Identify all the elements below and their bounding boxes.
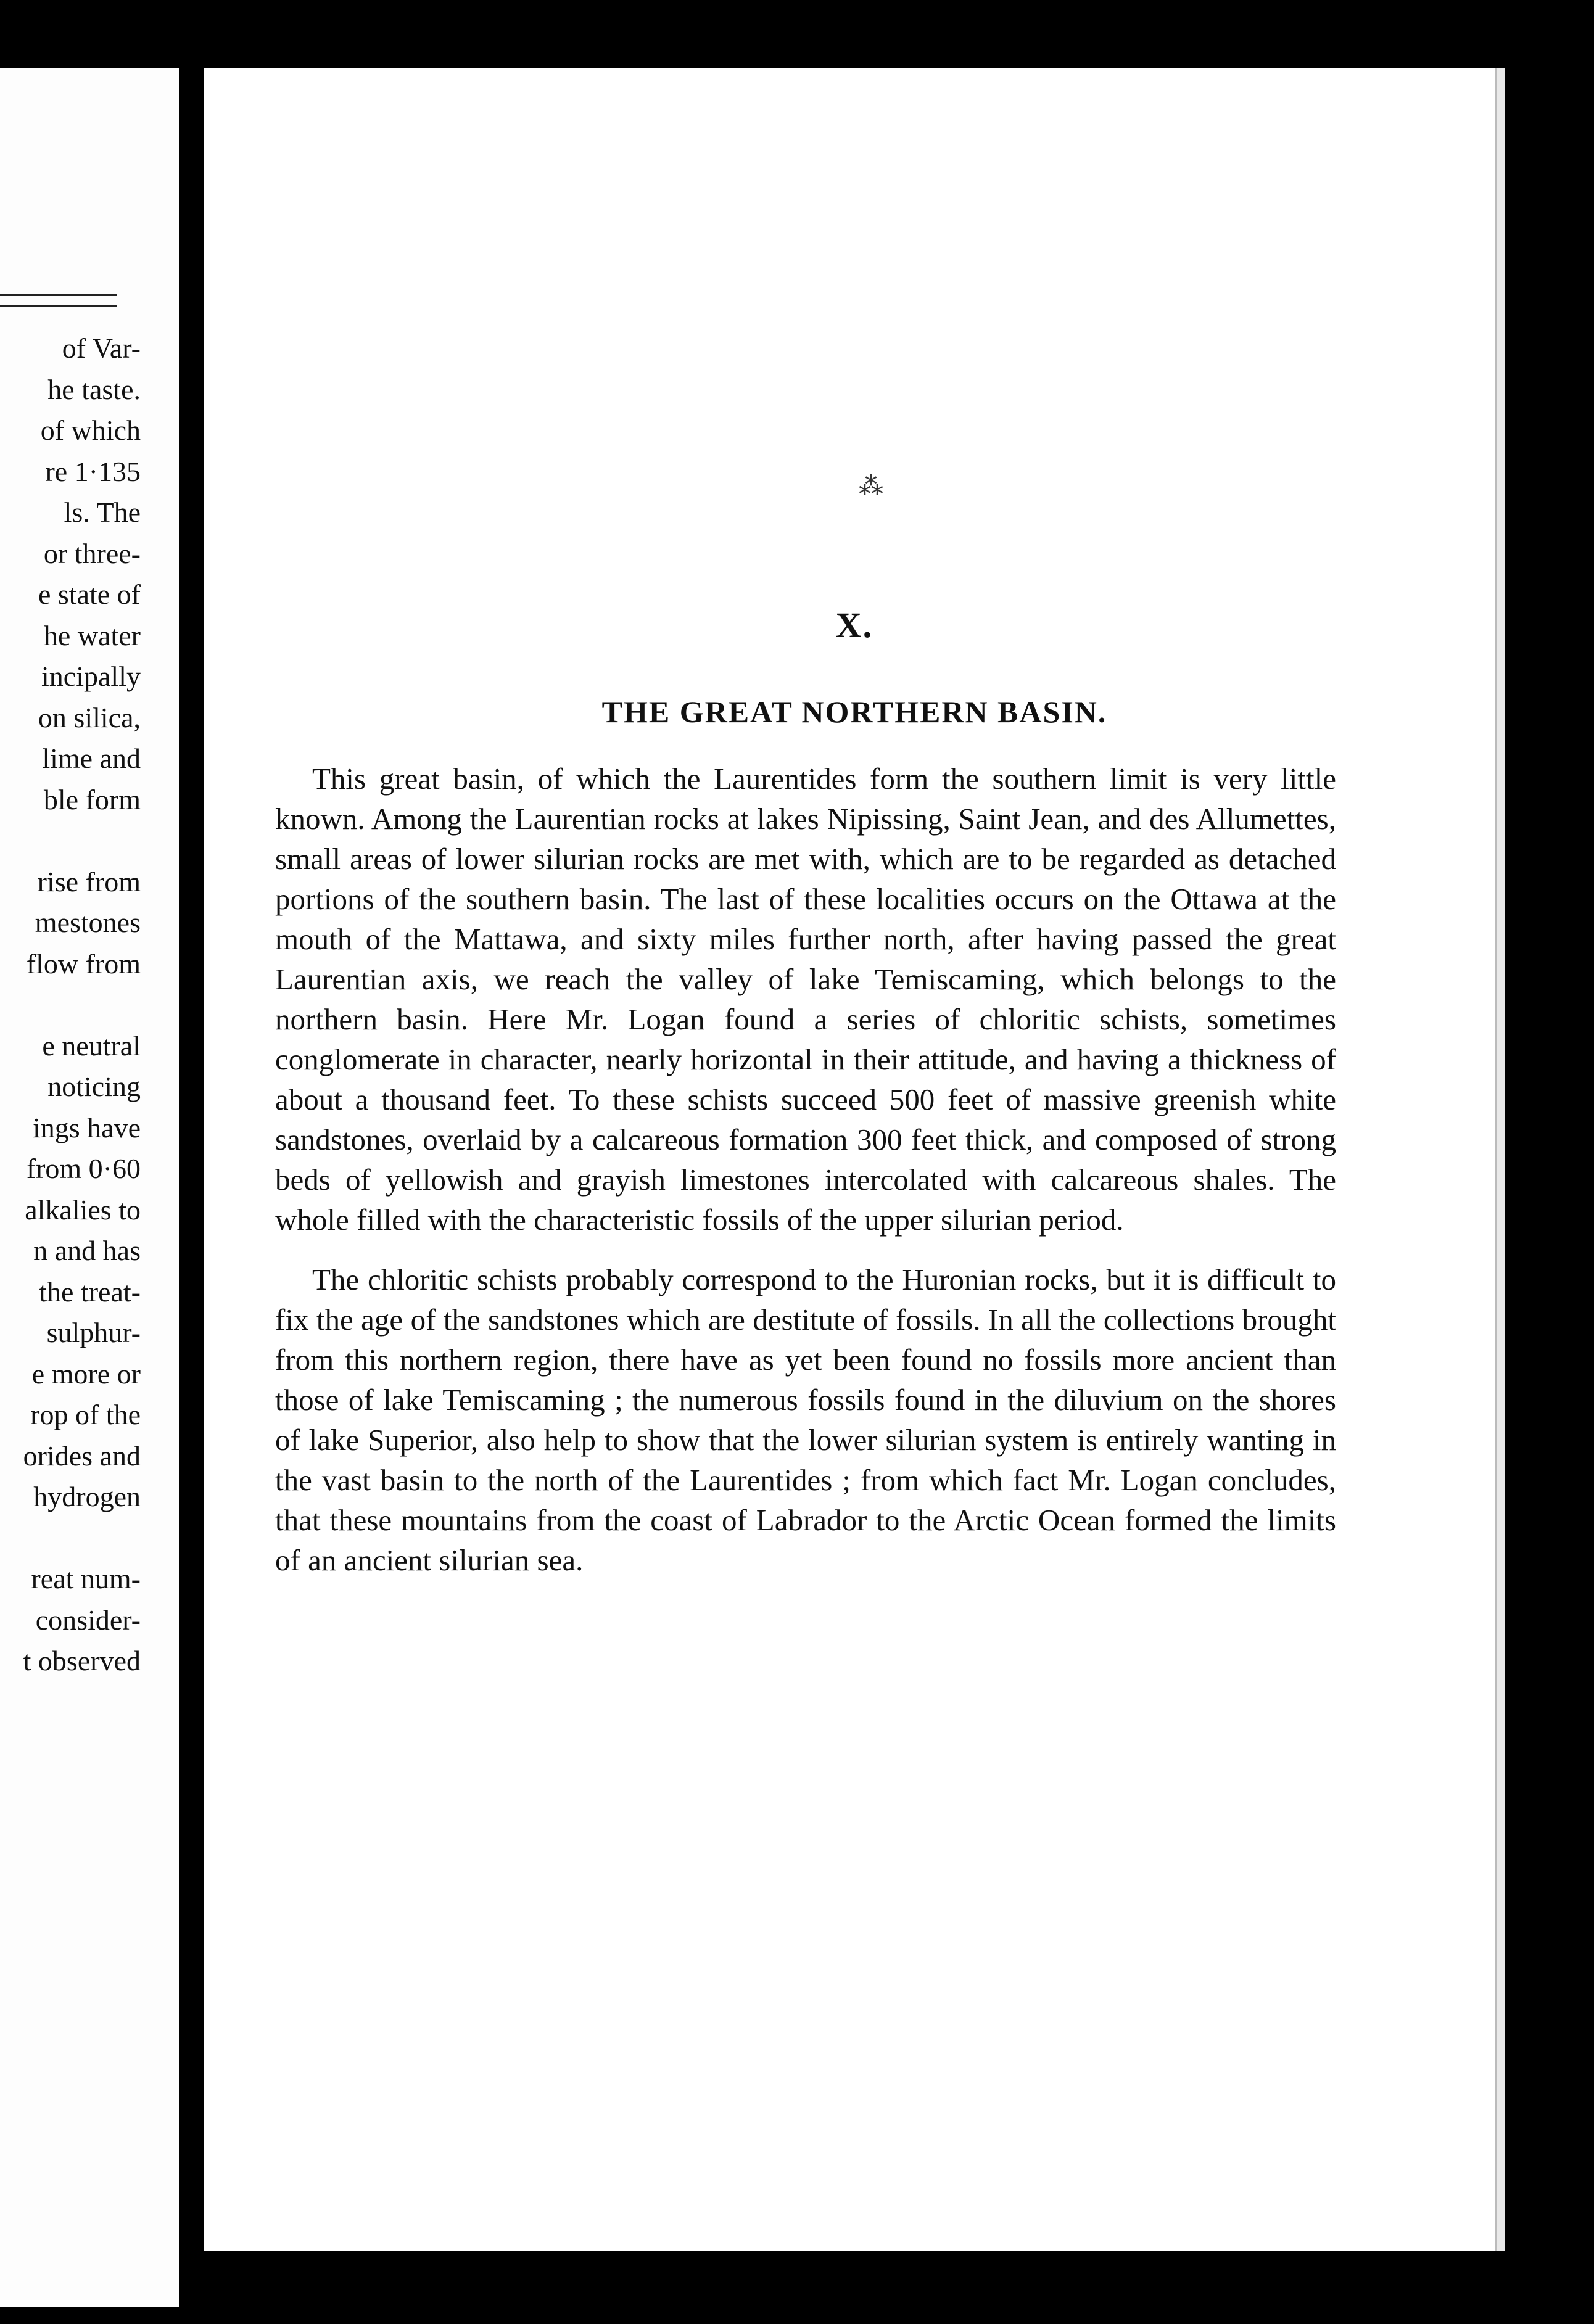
book-gutter [179, 0, 204, 2324]
facing-page-line: mestones [35, 907, 141, 938]
facing-page-line: incipally [41, 661, 141, 692]
facing-page-line: hydrogen [33, 1481, 141, 1512]
facing-page-line: re 1·135 [45, 455, 141, 487]
facing-page-line: reat num- [31, 1563, 141, 1594]
facing-page-line: on silica, [38, 701, 141, 733]
facing-page-line: flow from [26, 947, 141, 979]
double-rule-bottom [0, 305, 117, 307]
facing-page-line: e neutral [42, 1029, 141, 1061]
facing-page-line: orides and [23, 1440, 141, 1472]
book-page [204, 68, 1505, 2251]
facing-page-line: sulphur- [46, 1317, 141, 1348]
double-rule-top [0, 294, 117, 296]
body-text [275, 759, 1336, 1580]
facing-page-line: ble form [43, 783, 141, 815]
facing-page-line: the treat- [39, 1275, 141, 1308]
facing-page-line: from 0·60 [26, 1153, 141, 1184]
chapter-number: X. [835, 605, 873, 645]
facing-page-line: of Var- [62, 332, 141, 364]
ornament-icon: ⁂ [859, 472, 883, 500]
facing-page-line: alkalies to [25, 1193, 141, 1226]
chapter-title: THE GREAT NORTHERN BASIN. [601, 694, 1107, 729]
facing-page-line: he taste. [47, 373, 141, 405]
facing-page-line: t observed [23, 1645, 141, 1676]
facing-page-line: lime and [42, 743, 141, 774]
facing-page-line: or three- [43, 537, 141, 569]
facing-page-line: n and has [33, 1235, 141, 1266]
page-edge [1495, 68, 1505, 2251]
facing-page-fragment [0, 68, 179, 2307]
facing-page-line: of which [40, 414, 141, 446]
facing-page-line: ls. The [64, 497, 141, 528]
paragraph: The chloritic schists probably correspond to the Huronian rocks, but it is difficult to fix the age of the sandstones which are destitute of fossils. In all the collections brought from this northern region, there have as yet been found no fossils more ancient than those of lake Temiscaming ; the numerous fossils found in the diluvium on the shores of lake Superior, also help to show that the lower silurian system is entirely wanting in the vast basin to the north of the Laurentides ; from which fact Mr. Logan concludes, that these mountains from the coast of Labrador to the Arctic Ocean formed the limits of an ancient silurian sea. [275, 1263, 1336, 1577]
facing-page-line: rise from [37, 865, 141, 897]
facing-page-line: e state of [38, 579, 141, 610]
facing-page-line: noticing [47, 1071, 141, 1102]
facing-page-line: he water [43, 619, 141, 651]
facing-page-line: e more or [31, 1358, 141, 1390]
facing-page-line: rop of the [30, 1399, 141, 1430]
paragraph: This great basin, of which the Laurentides form the southern limit is very little known. Among the Laurentian rocks at lakes Nipissing, Saint Jean, and des Allumettes, small areas of lower silurian rocks are met with, which are to be regarded as detached portions of the southern basin. The last of these localities occurs on the Ottawa at the mouth of the Mattawa, and sixty miles further north, after having passed the great Laurentian axis, we reach the valley of lake Temiscaming, which belongs to the northern basin. Here Mr. Logan found a series of chloritic schists, sometimes conglomerate in character, nearly horizontal in their attitude, and having a thickness of about a thousand feet. To these schists succeed 500 feet of massive greenish white sandstones, overlaid by a calcareous formation 300 feet thick, and composed of strong beds of yellowish and grayish limestones intercolated with calcareous shales. The whole filled with the characteristic fossils of the upper silurian period. [275, 762, 1336, 1237]
facing-page-line: ings have [32, 1111, 141, 1143]
facing-page-line: consider- [35, 1604, 141, 1636]
